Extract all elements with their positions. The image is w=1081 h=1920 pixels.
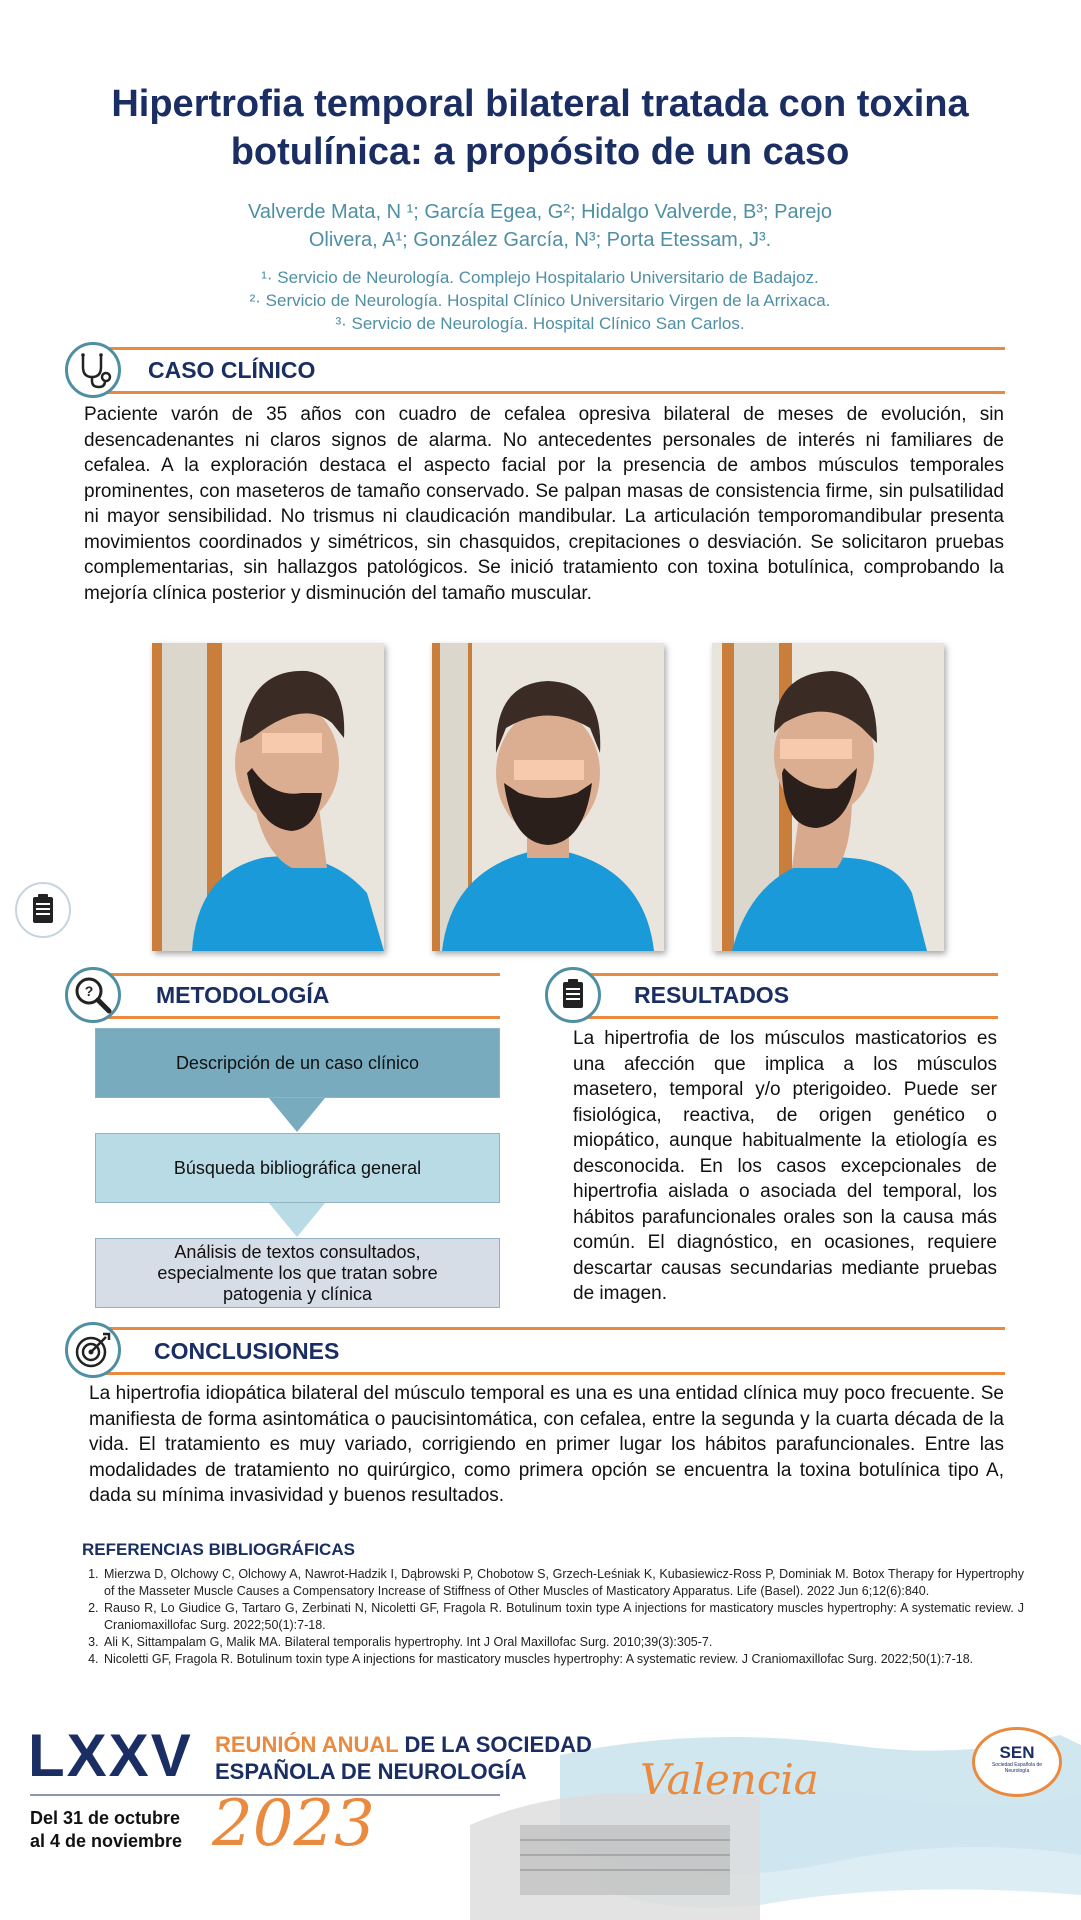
section-divider [95, 1372, 1005, 1375]
magnifier-question-icon [65, 967, 121, 1023]
flow-step-3: Análisis de textos consultados, especialmente los que tratan sobre patogenia y clínica [95, 1238, 500, 1308]
patient-photo-right-profile [712, 643, 944, 951]
references-list [86, 1566, 1024, 1668]
clipboard-icon [545, 967, 601, 1023]
caso-heading: CASO CLÍNICO [148, 357, 316, 383]
section-divider [95, 347, 1005, 350]
section-divider [95, 1327, 1005, 1330]
patient-photo-left-profile [152, 643, 384, 951]
affiliation-1: ¹· Servicio de Neurología. Complejo Hospitalario Universitario de Badajoz. [261, 268, 819, 287]
authors-line-1: Valverde Mata, N ¹; García Egea, G²; Hidalgo Valverde, B³; Parejo [248, 201, 832, 223]
event-name-rest: DE LA SOCIEDAD [398, 1732, 592, 1757]
poster-title: Hipertrofia temporal bilateral tratada con toxina botulínica: a propósito de un caso [111, 83, 969, 173]
section-divider [573, 1016, 998, 1019]
clipboard-icon [15, 882, 71, 938]
reference-item: 1. Mierzwa D, Olchowy C, Olchowy A, Nawrot-Hadzik I, Dąbrowski P, Chobotow S, Grzech-Leśniak K, Kubasiewicz-Ross P, Dominiak M. Botox Therapy for Hypertrophy of the Masseter Muscle Causes a Compensatory Increase of Stiffness of Other Muscles of Masticatory Apparatus. Life (Basel). 2022 Jun 6;12(6):840. [102, 1566, 1024, 1600]
reference-item: 2. Rauso R, Lo Giudice G, Tartaro G, Zerbinati N, Nicoletti GF, Fragola R. Botulinum toxin type A injections for masticatory muscles hypertrophy: A systematic review. J Craniomaxillofac Surg. 2022;50(1):7-18. [102, 1600, 1024, 1634]
flow-arrow-down-icon [269, 1203, 325, 1237]
event-dates-line-1: Del 31 de octubre [30, 1808, 181, 1828]
affiliations [120, 266, 960, 335]
event-dates-line-2: al 4 de noviembre [30, 1831, 183, 1851]
sen-logo-text: SEN [999, 1743, 1035, 1762]
section-divider [95, 973, 500, 976]
event-name-line-2: ESPAÑOLA DE NEUROLOGÍA [215, 1759, 527, 1784]
event-year: 2023 [212, 1787, 375, 1861]
section-divider [573, 973, 998, 976]
resultados-heading: RESULTADOS [634, 982, 790, 1008]
caso-text: Paciente varón de 35 años con cuadro de cefalea opresiva bilateral de meses de evolución, sin desencadenantes ni claros signos de alarma. No antecedentes personales de interés ni familiares de cefalea. A la exploración destaca el aspecto facial por la presencia de ambos músculos temporales prominentes, con maseteros de tamaño conservado. Se palpan masas de consistencia firme, sin pulsatilidad ni mayor sensibilidad. No trismus ni claudicación mandibular. La articulación temporomandibular presenta movimientos coordinados y simétricos, sin chasquidos, crepitaciones o desviación. Se solicitaron pruebas complementarias, sin hallazgos patológicos. Se inició tratamiento con toxina botulínica, comprobando la mejoría clínica posterior y disminución del tamaño muscular. [84, 404, 1004, 604]
section-divider [95, 1016, 500, 1019]
referencias-heading: REFERENCIAS BIBLIOGRÁFICAS [82, 1540, 355, 1559]
event-name-accent: REUNIÓN ANUAL [215, 1732, 399, 1757]
event-dates [30, 1807, 182, 1853]
authors [180, 198, 900, 254]
sen-logo [972, 1727, 1062, 1797]
sen-logo-subtext: Sociedad Española de Neurología [991, 1762, 1043, 1774]
authors-line-2: Olivera, A¹; González García, N³; Porta Etessam, J³. [308, 229, 772, 251]
conclusiones-text: La hipertrofia idiopática bilateral del músculo temporal es una es una entidad clínica muy poco frecuente. Se manifiesta de forma asintomática o paucisintomática, con cefalea, entre la segunda y la cuarta década de la vida. El tratamiento es muy variado, corrigiendo en primer lugar los hábitos parafuncionales. Entre las modalidades de tratamiento no quirúrgico, como primera opción se encuentra la toxina botulínica tipo A, dada su mínima invasividad y buenos resultados. [89, 1383, 1004, 1506]
affiliation-2: ²· Servicio de Neurología. Hospital Clínico Universitario Virgen de la Arrixaca. [249, 291, 831, 310]
reference-item: 3. Ali K, Sittampalam G, Malik MA. Bilateral temporalis hypertrophy. Int J Oral Maxillofac Surg. 2010;39(3):305-7. [102, 1634, 1024, 1651]
reference-item: 4. Nicoletti GF, Fragola R. Botulinum toxin type A injections for masticatory muscles hypertrophy: A systematic review. J Craniomaxillofac Surg. 2022;50(1):7-18. [102, 1651, 1024, 1668]
flow-step-1: Descripción de un caso clínico [95, 1028, 500, 1098]
flow-step-2: Búsqueda bibliográfica general [95, 1133, 500, 1203]
event-edition: LXXV [28, 1722, 193, 1789]
patient-photo-frontal [432, 643, 664, 951]
stethoscope-icon [65, 342, 121, 398]
svg-text:?: ? [84, 983, 94, 999]
event-footer [0, 1715, 1081, 1920]
metodologia-heading: METODOLOGÍA [156, 982, 330, 1008]
event-name-line-1 [215, 1731, 592, 1758]
resultados-text: La hipertrofia de los músculos masticatorios es una afección que implica a los músculos masetero, temporal y/o pterigoideo. Puede ser fisiológica, reactiva, de origen genético o miopático, aunque habitualmente la etiología es desconocida. En los casos excepcionales de hipertrofia aislada o asociada del temporal, los hábitos parafuncionales orales son la causa más común. El diagnóstico, en ocasiones, requiere descartar causas secundarias mediante pruebas de imagen. [573, 1028, 997, 1304]
affiliation-3: ³· Servicio de Neurología. Hospital Clínico San Carlos. [335, 314, 745, 333]
section-divider [95, 391, 1005, 394]
event-city: Valencia [640, 1755, 819, 1804]
flow-arrow-down-icon [269, 1098, 325, 1132]
conclusiones-heading: CONCLUSIONES [154, 1338, 340, 1364]
target-icon [65, 1322, 121, 1378]
event-name [215, 1731, 592, 1785]
